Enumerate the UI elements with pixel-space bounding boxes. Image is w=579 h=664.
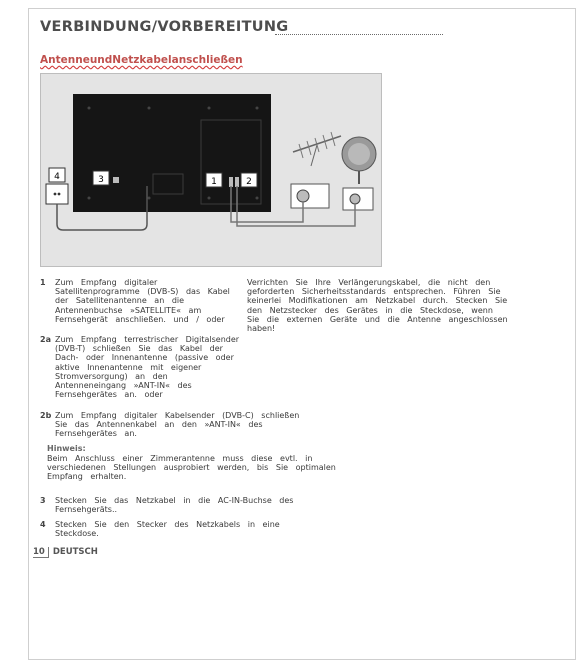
- instruction-text: Zum Empfang digitaler Satellitenprogramme (DVB-S) das Kabel der Satellitenantenne an die Antennenbuchse »SATELLITE« am Fernsehgerät anschließen. und / oder: [55, 278, 230, 324]
- instruction-text: Zum Empfang digitaler Kabelsender (DVB-C) schließen Sie das Antennenkabel an den »ANT-IN« des Fernsehgerätes an.: [55, 411, 300, 439]
- connection-diagram: [40, 73, 382, 267]
- satellite-dish-icon: [342, 137, 376, 184]
- hint-label: Hinweis:: [47, 444, 86, 453]
- instruction-number: 3: [40, 496, 46, 505]
- port-label-2: 2: [246, 177, 252, 187]
- port-label-4: 4: [54, 172, 60, 182]
- instruction-text: Zum Empfang terrestrischer Digitalsender (DVB-T) schließen Sie das Kabel der Dach- oder Innenantenne (passive oder aktive Innenantenne mit eigener Stromversorgung) an den Antenneneingang »ANT-IN« des Fernsehgerätes an. oder: [55, 335, 240, 400]
- instruction-number: 2b: [40, 411, 52, 420]
- port-label-3: 3: [98, 175, 104, 185]
- instruction-text: Stecken Sie den Stecker des Netzkabels in eine Steckdose.: [55, 520, 280, 539]
- section-subtitle: AntenneundNetzkabelanschließen: [40, 54, 243, 66]
- instruction-number: 1: [40, 278, 46, 287]
- page-footer: [33, 547, 98, 557]
- manual-page: [28, 8, 576, 660]
- wall-socket: [46, 184, 68, 204]
- page-title: VERBINDUNG/VORBEREITUNG: [40, 19, 289, 35]
- terrestrial-antenna-icon: [293, 132, 341, 166]
- footer-language: DEUTSCH: [52, 547, 98, 557]
- instruction-number: 2a: [40, 335, 51, 344]
- port-label-1: 1: [211, 177, 217, 187]
- instruction-number: 4: [40, 520, 46, 529]
- side-note-text: Verrichten Sie Ihre Verlängerungskabel, die nicht den geforderten Sicherheitsstandards entsprechen. Führen Sie keinerlei Modifikationen am Netzkabel durch. Stecken Sie den Netzstecker des Gerätes in die Steckdose, wenn Sie die externen Geräte und die Antenne angeschlossen haben!: [247, 278, 508, 334]
- connection-diagram-svg: [41, 74, 381, 266]
- title-rule: [275, 34, 443, 35]
- page-number: 10: [33, 547, 49, 558]
- instruction-text: Stecken Sie das Netzkabel in die AC-IN-Buchse des Fernsehgeräts..: [55, 496, 294, 515]
- hint-text: Beim Anschluss einer Zimmerantenne muss diese evtl. in verschiedenen Stellungen ausprobiert werden, bis Sie optimalen Empfang erhalten.: [47, 454, 336, 482]
